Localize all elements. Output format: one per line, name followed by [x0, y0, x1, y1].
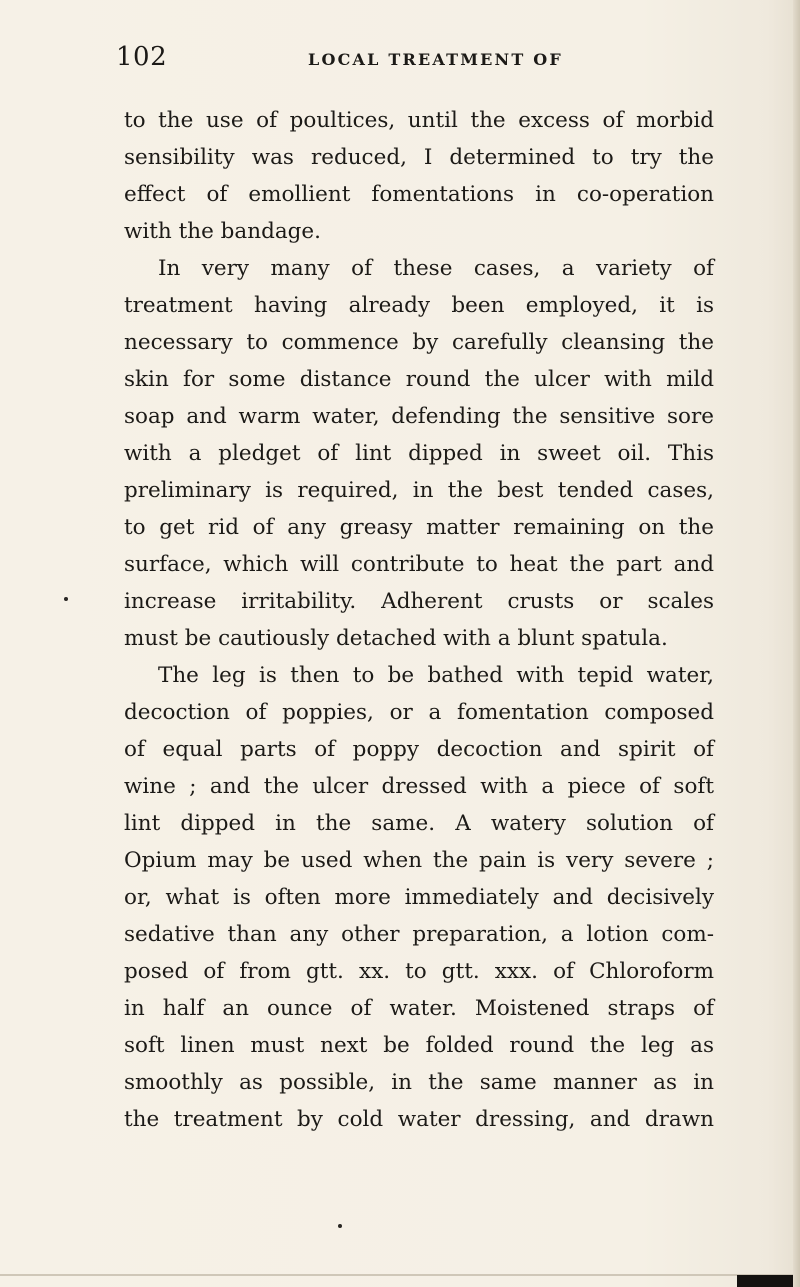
text-line: preliminary is required, in the best tended cases, [124, 478, 714, 503]
text-line: sedative than any other preparation, a lotion com- [124, 922, 714, 947]
text-line: posed of from gtt. xx. to gtt. xxx. of Chloroform [124, 959, 714, 984]
text-line: the treatment by cold water dressing, and drawn [124, 1107, 714, 1132]
scan-bottom-edge [0, 1274, 800, 1276]
page-header [0, 40, 800, 80]
page-edge-shadow [793, 0, 800, 1287]
text-line: The leg is then to be bathed with tepid water, [158, 663, 714, 688]
page-number: 102 [116, 42, 168, 72]
text-line: sensibility was reduced, I determined to try the [124, 145, 714, 170]
text-line: lint dipped in the same. A watery solution of [124, 811, 714, 836]
text-line: decoction of poppies, or a fomentation composed [124, 700, 714, 725]
body-text [124, 102, 714, 1138]
text-line: Opium may be used when the pain is very severe ; [124, 848, 714, 873]
scan-corner-block [737, 1275, 793, 1287]
text-line: smoothly as possible, in the same manner as in [124, 1070, 714, 1095]
text-line: of equal parts of poppy decoction and spirit of [124, 737, 714, 762]
text-line: wine ; and the ulcer dressed with a piece of soft [124, 774, 714, 799]
margin-dot-mark [64, 597, 68, 601]
text-line: to get rid of any greasy matter remaining on the [124, 515, 714, 540]
text-line: with the bandage. [124, 219, 321, 244]
text-line: necessary to commence by carefully cleansing the [124, 330, 714, 355]
text-line: increase irritability. Adherent crusts or scales [124, 589, 714, 614]
text-line: to the use of poultices, until the excess of morbid [124, 108, 714, 133]
running-head: LOCAL TREATMENT OF [308, 50, 563, 69]
text-line: effect of emollient fomentations in co-operation [124, 182, 714, 207]
text-line: or, what is often more immediately and decisively [124, 885, 714, 910]
text-line: In very many of these cases, a variety of [158, 256, 714, 281]
text-line: soft linen must next be folded round the leg as [124, 1033, 714, 1058]
bottom-dot-mark [338, 1224, 342, 1228]
text-line: with a pledget of lint dipped in sweet oil. This [124, 441, 714, 466]
text-line: skin for some distance round the ulcer with mild [124, 367, 714, 392]
text-line: in half an ounce of water. Moistened straps of [124, 996, 714, 1021]
text-line: surface, which will contribute to heat the part and [124, 552, 714, 577]
text-line: soap and warm water, defending the sensitive sore [124, 404, 714, 429]
text-line: must be cautiously detached with a blunt spatula. [124, 626, 668, 651]
text-line: treatment having already been employed, it is [124, 293, 714, 318]
